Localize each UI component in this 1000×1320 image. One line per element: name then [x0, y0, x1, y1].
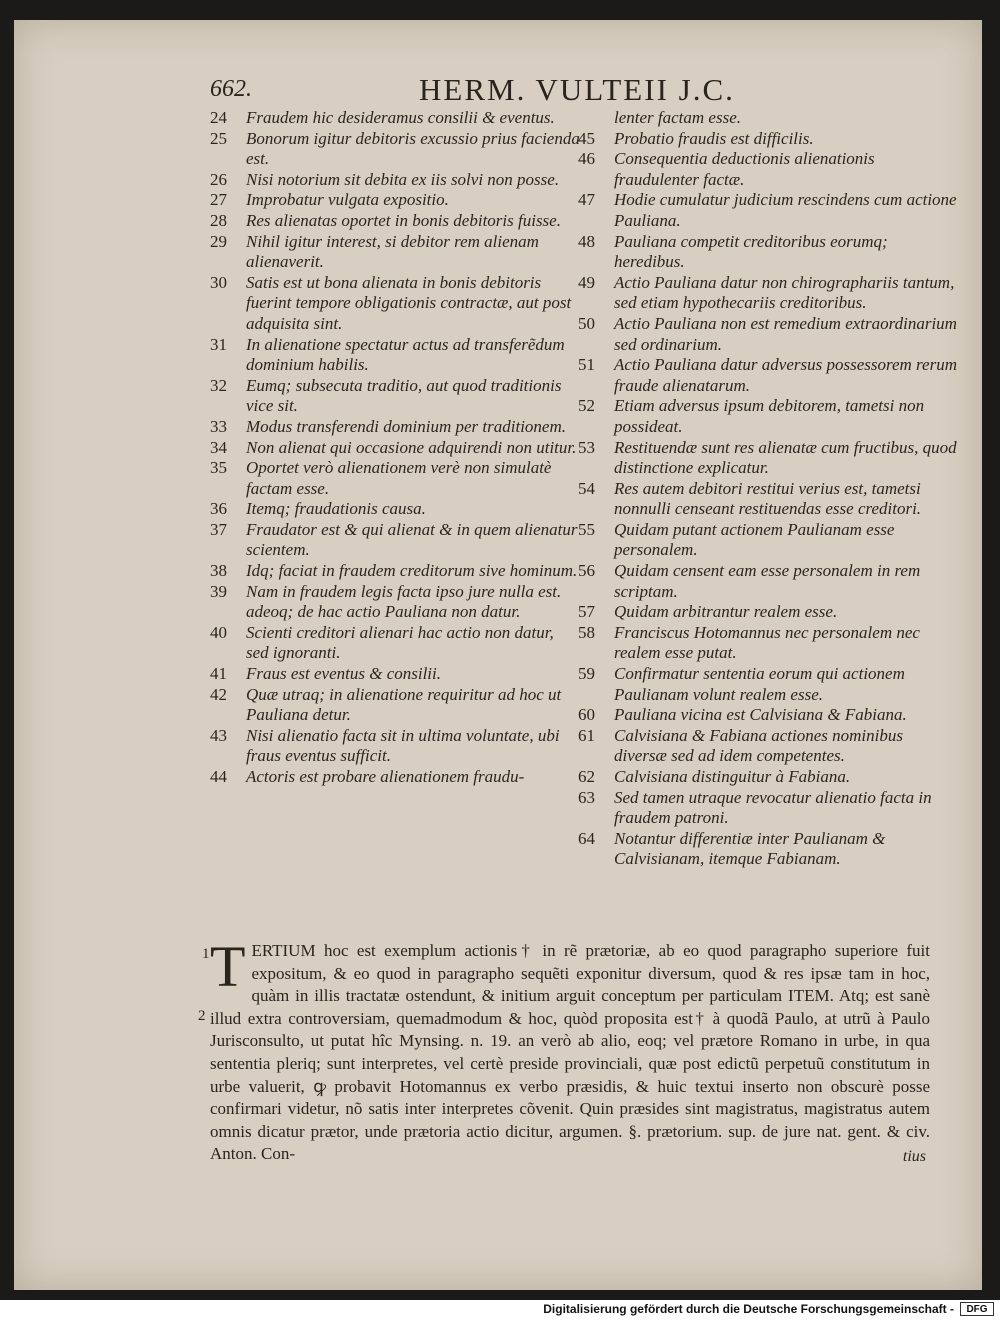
summary-entry-number: 63 — [578, 787, 595, 807]
summary-entry-text: Quidam censent eam esse personalem in rem scriptam. — [614, 561, 921, 601]
summary-entry — [578, 829, 958, 870]
summary-entry — [578, 314, 958, 355]
summary-entry — [578, 767, 958, 788]
summary-entry-text: Scienti creditori alienari hac actio non datur, sed ignoranti. — [246, 622, 554, 663]
summary-entry — [210, 335, 580, 376]
digitization-footer — [0, 1300, 1000, 1320]
summary-entry — [578, 149, 958, 190]
summary-entry-text: Fraus est eventus & consilii. — [246, 664, 442, 684]
summary-entry-text: Hodie cumulatur judicium rescindens cum actione Pauliana. — [614, 190, 957, 230]
summary-entry-text: Quidam arbitrantur realem esse. — [614, 602, 838, 622]
margin-note-1: 1 — [202, 946, 210, 962]
summary-entry — [210, 499, 580, 520]
summary-entry-text: Res autem debitori restitui verius est, tametsi nonnulli censeant restituendas esse creditori. — [614, 478, 922, 519]
summary-entry — [578, 705, 958, 726]
summary-entry-number: 29 — [210, 231, 227, 251]
summary-column-right — [578, 108, 958, 870]
summary-entry-text: In alienatione spectatur actus ad transferẽdum dominium habilis. — [246, 334, 565, 375]
summary-entry-text: Nisi alienatio facta sit in ultima voluntate, ubi fraus eventus sufficit. — [246, 725, 560, 766]
summary-entry — [210, 767, 580, 788]
summary-entry-text: Non alienat qui occasione adquirendi non utitur. — [246, 437, 577, 457]
summary-entry-text: Quæ utraq; in alienatione requiritur ad hoc ut Pauliana detur. — [246, 684, 562, 725]
summary-entry-text: Nihil igitur interest, si debitor rem alienam alienaverit. — [246, 231, 539, 272]
summary-entry-number: 42 — [210, 684, 227, 704]
summary-entry — [578, 602, 958, 623]
summary-entry-number: 38 — [210, 561, 227, 581]
summary-entry-text: Idq; faciat in fraudem creditorum sive hominum. — [246, 561, 578, 581]
summary-entry — [578, 726, 958, 767]
page-number: 662. — [210, 76, 252, 102]
summary-entry-text: Sed tamen utraque revocatur alienatio facta in fraudem patroni. — [614, 787, 932, 828]
summary-entry-number: 31 — [210, 334, 227, 354]
summary-entry-text: Quidam putant actionem Paulianam esse personalem. — [614, 519, 895, 560]
margin-note-2: 2 — [198, 1008, 206, 1024]
summary-entry — [578, 355, 958, 396]
summary-entry — [578, 396, 958, 437]
summary-entry-number: 43 — [210, 725, 227, 745]
summary-entry-text: Calvisiana distinguitur à Fabiana. — [614, 767, 851, 786]
footer-credit: Digitalisierung gefördert durch die Deutsche Forschungsgemeinschaft - — [543, 1302, 954, 1316]
summary-entry-number: 41 — [210, 664, 227, 684]
summary-entry-text: Improbatur vulgata expositio. — [246, 190, 449, 210]
summary-entry — [210, 273, 580, 335]
summary-entry-number: 52 — [578, 396, 595, 416]
summary-entry-text: Etiam adversus ipsum debitorem, tametsi non possideat. — [614, 396, 925, 436]
summary-entry-text: Res alienatas oportet in bonis debitoris fuisse. — [246, 210, 561, 230]
summary-entry — [210, 520, 580, 561]
summary-entry — [210, 561, 580, 582]
summary-entry-number: 32 — [210, 375, 227, 395]
summary-entry-text: Confirmatur sententia eorum qui actionem Paulianam volunt realem esse. — [614, 664, 905, 704]
summary-entry-text: Fraudem hic desideramus consilii & eventus. — [246, 108, 555, 127]
drop-cap: T — [210, 934, 246, 999]
summary-entry — [210, 623, 580, 664]
summary-entry-text: lenter factam esse. — [614, 108, 741, 127]
summary-entry-number: 56 — [578, 561, 595, 581]
summary-entry-number: 26 — [210, 169, 227, 189]
summary-entry-number: 64 — [578, 828, 595, 848]
summary-entry-text: Actio Pauliana non est remedium extraordinarium sed ordinarium. — [614, 313, 957, 354]
summary-entry — [210, 726, 580, 767]
summary-entry-text: Modus transferendi dominium per traditionem. — [246, 416, 566, 436]
summary-entry — [578, 623, 958, 664]
summary-entry-number: 50 — [578, 313, 595, 333]
dfg-logo: DFG — [960, 1302, 994, 1316]
summary-entry — [578, 273, 958, 314]
summary-entry-text: Itemq; fraudationis causa. — [246, 499, 426, 519]
summary-entry-text: Oportet verò alienationem verè non simulatè factam esse. — [246, 458, 552, 498]
summary-entry-number: 53 — [578, 437, 595, 457]
summary-entry-number: 35 — [210, 458, 227, 478]
summary-entry-number: 40 — [210, 622, 227, 642]
summary-entry-text: Actoris est probare alienationem fraudu- — [246, 767, 525, 786]
body-paragraph — [210, 934, 930, 1166]
body-paragraph-text: ERTIUM hoc est exemplum actionis† in rẽ prætoriæ, ab eo quod paragrapho superiore fuit expositum, & eo quod in paragrapho sequẽti exponitur diversum, quod & res ipsæ tam in hoc, quàm in illis tractatæ ostendunt, & initium arguit conceptum per particulam ITEM. Atq; est sanè illud extra controversiam, quemadmodum & hoc, quòd proposita est† à quodã Paulo, at utrũ à Paulo Jurisconsulto, ut putat hîc Mynsing. n. 19. an verò ab alio, eoq; vel prætore Romano in urbe, in qua sententia pleriq; sunt interpretes, vel certè preside provinciali, quæ post edictũ perpetuũ constitutum in urbe valuerit, ꝙ probavit Hotomannus ex verbo præsidis, & huic textui inserto non obscurè posse confirmari videtur, nõ satis inter interpretes cõvenit. Quin præsides sint magistratus, magistratus autem omnis dicatur prætor, unde prætoria actio dicitur, argumen. §. prætorium. sup. de jure nat. gent. & civ. Anton. Con- — [210, 941, 930, 1164]
summary-entry — [578, 108, 958, 129]
summary-entry — [578, 788, 958, 829]
summary-entry-text: Eumq; subsecuta traditio, aut quod traditionis vice sit. — [246, 375, 562, 416]
book-page — [14, 20, 982, 1290]
summary-entry-text: Calvisiana & Fabiana actiones nominibus diversæ sed ad idem competentes. — [614, 725, 903, 766]
summary-entry-number: 44 — [210, 767, 227, 786]
summary-entry — [578, 129, 958, 150]
summary-entry — [578, 561, 958, 602]
summary-entry-number: 61 — [578, 725, 595, 745]
summary-entry-number: 24 — [210, 108, 227, 127]
summary-entry-number: 28 — [210, 210, 227, 230]
summary-entry-text: Nam in fraudem legis facta ipso jure nulla est. adeoq; de hac actio Pauliana non datur. — [246, 581, 562, 622]
summary-entry — [210, 190, 580, 211]
summary-entry — [210, 129, 580, 170]
summary-entry-number: 49 — [578, 272, 595, 292]
summary-entry-text: Actio Pauliana datur non chirographariis tantum, sed etiam hypothecariis creditoribus. — [614, 272, 955, 313]
summary-entry — [210, 664, 580, 685]
summary-entry-number: 34 — [210, 437, 227, 457]
summary-entry — [210, 417, 580, 438]
summary-entry-text: Bonorum igitur debitoris excussio prius facienda est. — [246, 128, 580, 169]
summary-entry-number: 62 — [578, 767, 595, 786]
summary-entry-number: 36 — [210, 499, 227, 519]
summary-entry — [578, 520, 958, 561]
summary-entry — [210, 232, 580, 273]
summary-entry-number: 46 — [578, 149, 595, 169]
summary-entry-text: Restituendæ sunt res alienatæ cum fructibus, quod distinctione explicatur. — [614, 437, 957, 478]
summary-entry — [210, 170, 580, 191]
summary-column-left — [210, 108, 580, 788]
summary-entry-number: 30 — [210, 272, 227, 292]
summary-entry — [210, 438, 580, 459]
summary-entry-text: Notantur differentiæ inter Paulianam & Calvisianam, itemque Fabianam. — [614, 828, 886, 869]
summary-entry-text: Consequentia deductionis alienationis fraudulenter factæ. — [614, 149, 875, 189]
summary-entry — [210, 211, 580, 232]
summary-entry-number: 55 — [578, 519, 595, 539]
summary-entry-number: 47 — [578, 190, 595, 210]
summary-entry — [578, 232, 958, 273]
summary-entry-number: 25 — [210, 128, 227, 148]
summary-entry-number: 37 — [210, 519, 227, 539]
body-text — [210, 934, 930, 1166]
summary-entry-number: 45 — [578, 128, 595, 148]
summary-entry-number: 60 — [578, 705, 595, 725]
summary-entry-text: Franciscus Hotomannus nec personalem nec realem esse putat. — [614, 622, 920, 663]
running-head: HERM. VULTEII J.C. — [419, 72, 735, 107]
summary-entry-text: Nisi notorium sit debita ex iis solvi non posse. — [246, 169, 560, 189]
summary-entry — [210, 458, 580, 499]
summary-entry — [210, 685, 580, 726]
summary-entry-text: Satis est ut bona alienata in bonis debitoris fuerint tempore obligationis contractæ, aut post adquisita sint. — [246, 272, 572, 333]
summary-entry-number: 48 — [578, 231, 595, 251]
summary-entry — [578, 664, 958, 705]
summary-entry-number: 33 — [210, 416, 227, 436]
summary-entry-text: Pauliana competit creditoribus eorumq; heredibus. — [614, 231, 888, 272]
summary-entry — [210, 376, 580, 417]
page-header — [14, 72, 982, 112]
summary-entry-number: 57 — [578, 602, 595, 622]
summary-entry-text: Probatio fraudis est difficilis. — [614, 128, 814, 148]
summary-entry-text: Fraudator est & qui alienat & in quem alienatur scientem. — [246, 519, 578, 560]
summary-entry — [210, 582, 580, 623]
summary-entry-text: Actio Pauliana datur adversus possessorem rerum fraude alienatarum. — [614, 355, 957, 395]
catchword: tius — [902, 1148, 926, 1165]
summary-entry-number: 27 — [210, 190, 227, 210]
summary-entry — [578, 438, 958, 479]
summary-entry-number: 39 — [210, 581, 227, 601]
summary-entry — [578, 479, 958, 520]
summary-entry-number: 58 — [578, 622, 595, 642]
summary-entry-number: 59 — [578, 664, 595, 684]
summary-entry — [210, 108, 580, 129]
summary-entry — [578, 190, 958, 231]
summary-entry-text: Pauliana vicina est Calvisiana & Fabiana. — [614, 705, 907, 725]
summary-entry-number: 54 — [578, 478, 595, 498]
summary-entry-number: 51 — [578, 355, 595, 375]
